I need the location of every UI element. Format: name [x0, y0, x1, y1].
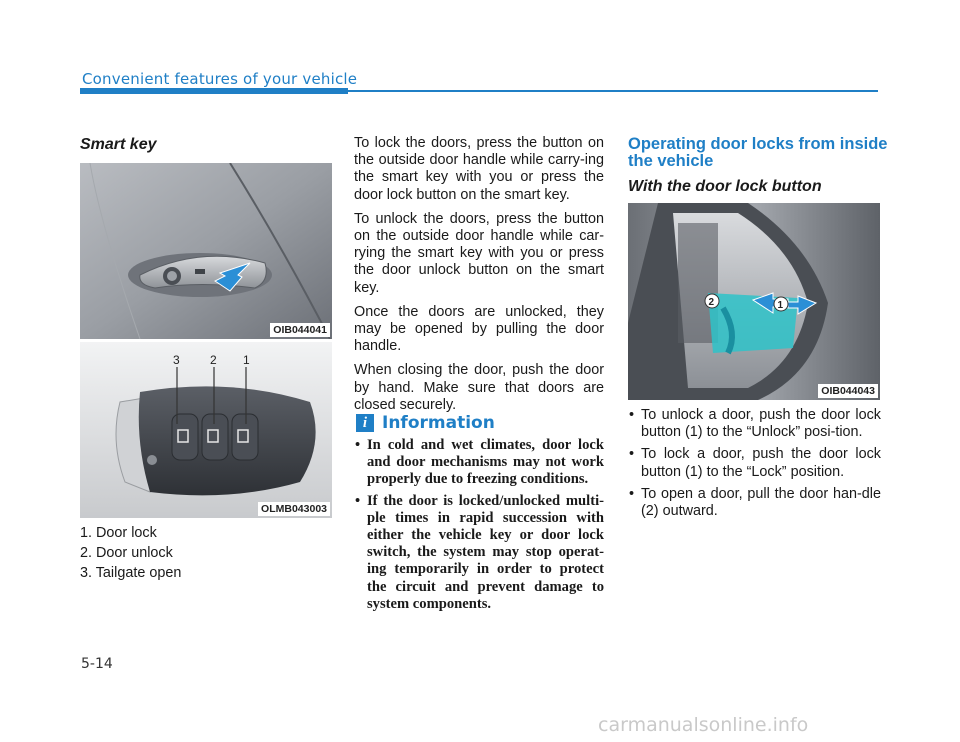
- fob-label-1: 1: [243, 353, 250, 367]
- door-lock-bullets: [629, 407, 881, 525]
- paragraph: When closing the door, push the door by hand. Make sure that doors are closed securely.: [354, 362, 604, 413]
- information-title: Information: [382, 413, 495, 433]
- callout-2: 2: [708, 297, 715, 308]
- fob-label-3: 3: [173, 353, 180, 367]
- page-number: 5-14: [81, 656, 113, 672]
- callout-1: 1: [777, 300, 784, 311]
- door-handle-illustration: [80, 163, 332, 339]
- door-handle-image: [80, 163, 332, 339]
- heading-line: the vehicle: [628, 152, 714, 170]
- smart-key-button-list: [80, 523, 330, 583]
- interior-door-handle-image: [628, 203, 880, 400]
- image-caption-oib044043: OIB044043: [818, 384, 878, 398]
- list-item: 1. Door lock: [80, 525, 157, 541]
- heading-line: Operating door locks from inside: [628, 135, 888, 153]
- list-item: 3. Tailgate open: [80, 565, 182, 581]
- key-fob-image: [80, 342, 332, 518]
- door-lock-button-subheading: With the door lock button: [628, 178, 822, 195]
- image-caption-olmb043003: OLMB043003: [258, 502, 330, 516]
- list-item: • To unlock a door, push the door lock button (1) to the “Unlock” posi-tion.: [629, 407, 881, 441]
- paragraph: Once the doors are unlocked, they may be opened by pulling the door handle.: [354, 303, 604, 355]
- information-bullets: [355, 437, 604, 617]
- header-rule-accent: [80, 88, 348, 94]
- paragraph: To unlock the doors, press the button on the outside door handle while car-rying the smart key with you or press the door unlock button on the smart key.: [354, 210, 604, 296]
- list-item: • To lock a door, push the door lock button (1) to the “Lock” position.: [629, 446, 881, 480]
- list-item: • If the door is locked/unlocked multi-ple times in rapid succession with either the vehicle key or door lock switch, the system may stop operat-ing temporarily in order to protect the circuit and prevent damage to system components.: [355, 493, 604, 613]
- interior-handle-illustration: [628, 203, 880, 400]
- key-fob-illustration: [80, 342, 332, 518]
- smart-key-heading: Smart key: [80, 136, 157, 153]
- fob-label-2: 2: [210, 353, 217, 367]
- paragraph: To lock the doors, press the button on the outside door handle while carry-ing the smart key with you or press the door lock button on the smart key.: [354, 135, 604, 203]
- list-item: • In cold and wet climates, door lock and door mechanisms may not work properly due to freezing conditions.: [355, 437, 604, 489]
- list-item: • To open a door, pull the door han-dle (2) outward.: [629, 486, 881, 520]
- section-title: Convenient features of your vehicle: [82, 70, 358, 88]
- image-caption-oib044041: OIB044041: [270, 323, 330, 337]
- operating-door-locks-heading: [628, 136, 888, 170]
- watermark: carmanualsonline.info: [598, 714, 809, 736]
- list-item: 2. Door unlock: [80, 545, 173, 561]
- locking-instructions: [354, 135, 604, 421]
- information-icon: i: [356, 414, 374, 432]
